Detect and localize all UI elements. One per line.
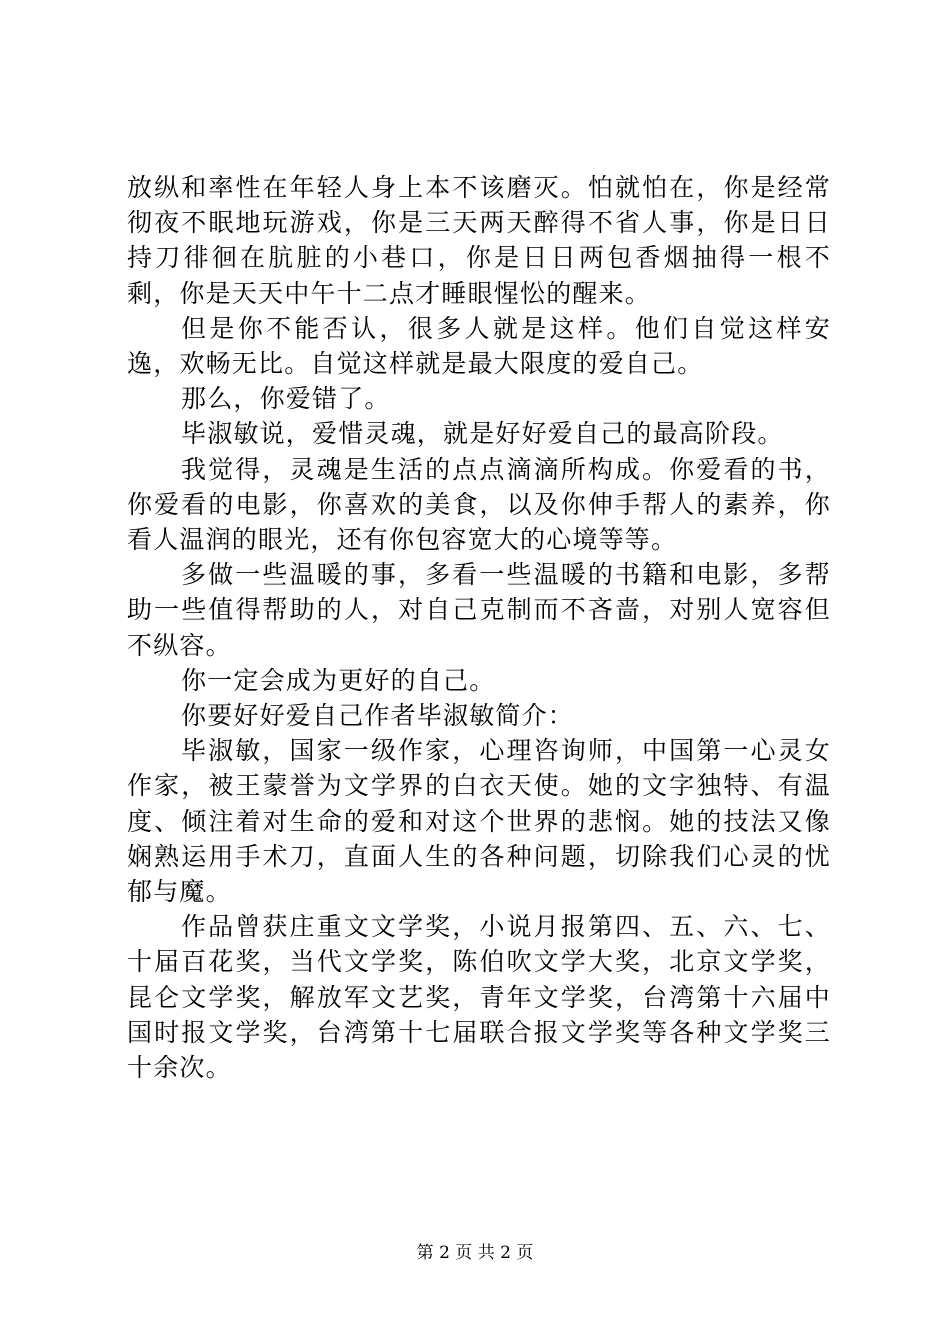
author-bio-paragraph: 毕淑敏，国家一级作家，心理咨询师，中国第一心灵女作家，被王蒙誉为文学界的白衣天使。她的文字独特、有温度、倾注着对生命的爱和对这个世界的悲悯。她的技法又像娴熟运用手术刀，直面人生的各种问题，切除我们心灵的忧郁与魔。 (127, 736, 831, 907)
paragraph: 我觉得，灵魂是生活的点点滴滴所构成。你爱看的书，你爱看的电影，你喜欢的美食，以及你伸手帮人的素养，你看人温润的眼光，还有你包容宽大的心境等等。 (127, 454, 831, 555)
awards-paragraph: 作品曾获庄重文文学奖，小说月报第四、五、六、七、十届百花奖，当代文学奖，陈伯吹文学大奖，北京文学奖，昆仑文学奖，解放军文艺奖，青年文学奖，台湾第十六届中国时报文学奖，台湾第十七届联合报文学奖等各种文学奖三十余次。 (127, 912, 831, 1083)
page-number-footer: 第 2 页 共 2 页 (416, 1243, 534, 1263)
section-heading: 你要好好爱自己作者毕淑敏简介： (181, 701, 575, 731)
paragraph-continuation: 放纵和率性在年轻人身上本不该磨灭。怕就怕在，你是经常彻夜不眠地玩游戏，你是三天两天醉得不省人事，你是日日持刀徘徊在肮脏的小巷口，你是日日两包香烟抽得一根不剩，你是天天中午十二点才睡眼惺忪的醒来。 (127, 173, 831, 308)
paragraph: 你一定会成为更好的自己。 (181, 665, 496, 695)
paragraph: 毕淑敏说，爱惜灵魂，就是好好爱自己的最高阶段。 (181, 419, 784, 449)
document-body (127, 170, 831, 1085)
paragraph: 那么，你爱错了。 (181, 384, 391, 414)
paragraph: 但是你不能否认，很多人就是这样。他们自觉这样安逸，欢畅无比。自觉这样就是最大限度的爱自己。 (127, 313, 831, 379)
paragraph: 多做一些温暖的事，多看一些温暖的书籍和电影，多帮助一些值得帮助的人，对自己克制而不吝啬，对别人宽容但不纵容。 (127, 560, 831, 660)
